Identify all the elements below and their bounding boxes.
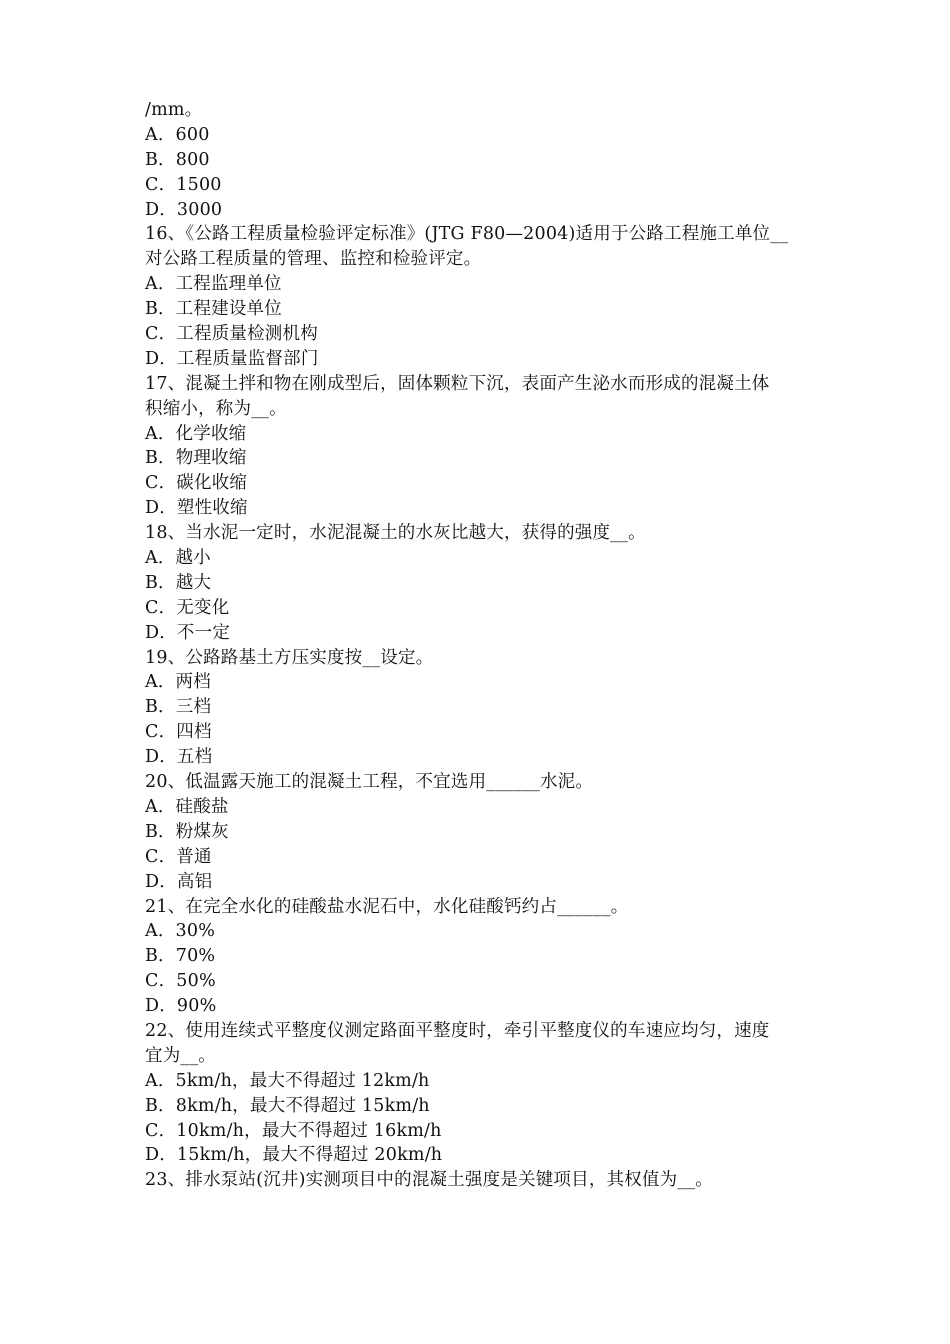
- answer-option: A．30%: [145, 921, 216, 942]
- answer-option: D．15km/h，最大不得超过 20km/h: [145, 1145, 443, 1166]
- text-line: 宜为__。: [145, 1045, 216, 1066]
- answer-option: A．硅酸盐: [145, 796, 229, 817]
- answer-option: D．3000: [145, 199, 223, 220]
- answer-option: C．1500: [145, 174, 222, 195]
- answer-option: A．工程监理单位: [145, 274, 282, 295]
- answer-option: D．高铝: [145, 871, 213, 892]
- answer-option: C．10km/h，最大不得超过 16km/h: [145, 1120, 442, 1141]
- answer-option: A．两档: [145, 672, 211, 693]
- answer-option: C．无变化: [145, 597, 230, 618]
- answer-option: D．90%: [145, 996, 217, 1017]
- question-stem: 16、《公路工程质量检验评定标准》(JTG F80—2004)适用于公路工程施工单位__: [145, 224, 789, 245]
- question-stem: 20、低温露天施工的混凝土工程，不宜选用______水泥。: [145, 772, 594, 793]
- question-stem: 22、使用连续式平整度仪测定路面平整度时，牵引平整度仪的车速应均匀，速度: [145, 1020, 770, 1041]
- answer-option: C．普通: [145, 846, 212, 867]
- answer-option: D．塑性收缩: [145, 498, 248, 519]
- answer-option: A．化学收缩: [145, 423, 247, 444]
- answer-option: B．8km/h，最大不得超过 15km/h: [145, 1095, 430, 1116]
- question-stem: 18、当水泥一定时，水泥混凝土的水灰比越大，获得的强度__。: [145, 523, 646, 544]
- answer-option: B．物理收缩: [145, 448, 247, 469]
- answer-option: D．工程质量监督部门: [145, 348, 319, 369]
- answer-option: B．粉煤灰: [145, 821, 229, 842]
- text-line: 对公路工程质量的管理、监控和检验评定。: [145, 249, 482, 270]
- answer-option: D．五档: [145, 747, 213, 768]
- answer-option: B．三档: [145, 697, 212, 718]
- question-stem: 21、在完全水化的硅酸盐水泥石中，水化硅酸钙约占______。: [145, 896, 629, 917]
- text-line: 积缩小，称为__。: [145, 398, 287, 419]
- answer-option: C．50%: [145, 971, 216, 992]
- answer-option: B．70%: [145, 946, 216, 967]
- question-stem: 17、混凝土拌和物在刚成型后，固体颗粒下沉，表面产生泌水而形成的混凝土体: [145, 373, 770, 394]
- text-line: /mm。: [145, 100, 203, 120]
- answer-option: B．工程建设单位: [145, 299, 282, 320]
- answer-option: B．越大: [145, 572, 212, 593]
- answer-option: A．越小: [145, 548, 211, 569]
- answer-option: C．碳化收缩: [145, 473, 248, 494]
- answer-option: B．800: [145, 149, 210, 170]
- question-stem: 23、排水泵站(沉井)实测项目中的混凝土强度是关键项目，其权值为__。: [145, 1170, 713, 1191]
- answer-option: A．600: [145, 124, 210, 145]
- answer-option: C．四档: [145, 722, 212, 743]
- answer-option: C．工程质量检测机构: [145, 324, 318, 345]
- question-stem: 19、公路路基土方压实度按__设定。: [145, 647, 434, 668]
- answer-option: D．不一定: [145, 622, 231, 643]
- answer-option: A．5km/h，最大不得超过 12km/h: [145, 1070, 430, 1091]
- question-text-block: [145, 98, 825, 1193]
